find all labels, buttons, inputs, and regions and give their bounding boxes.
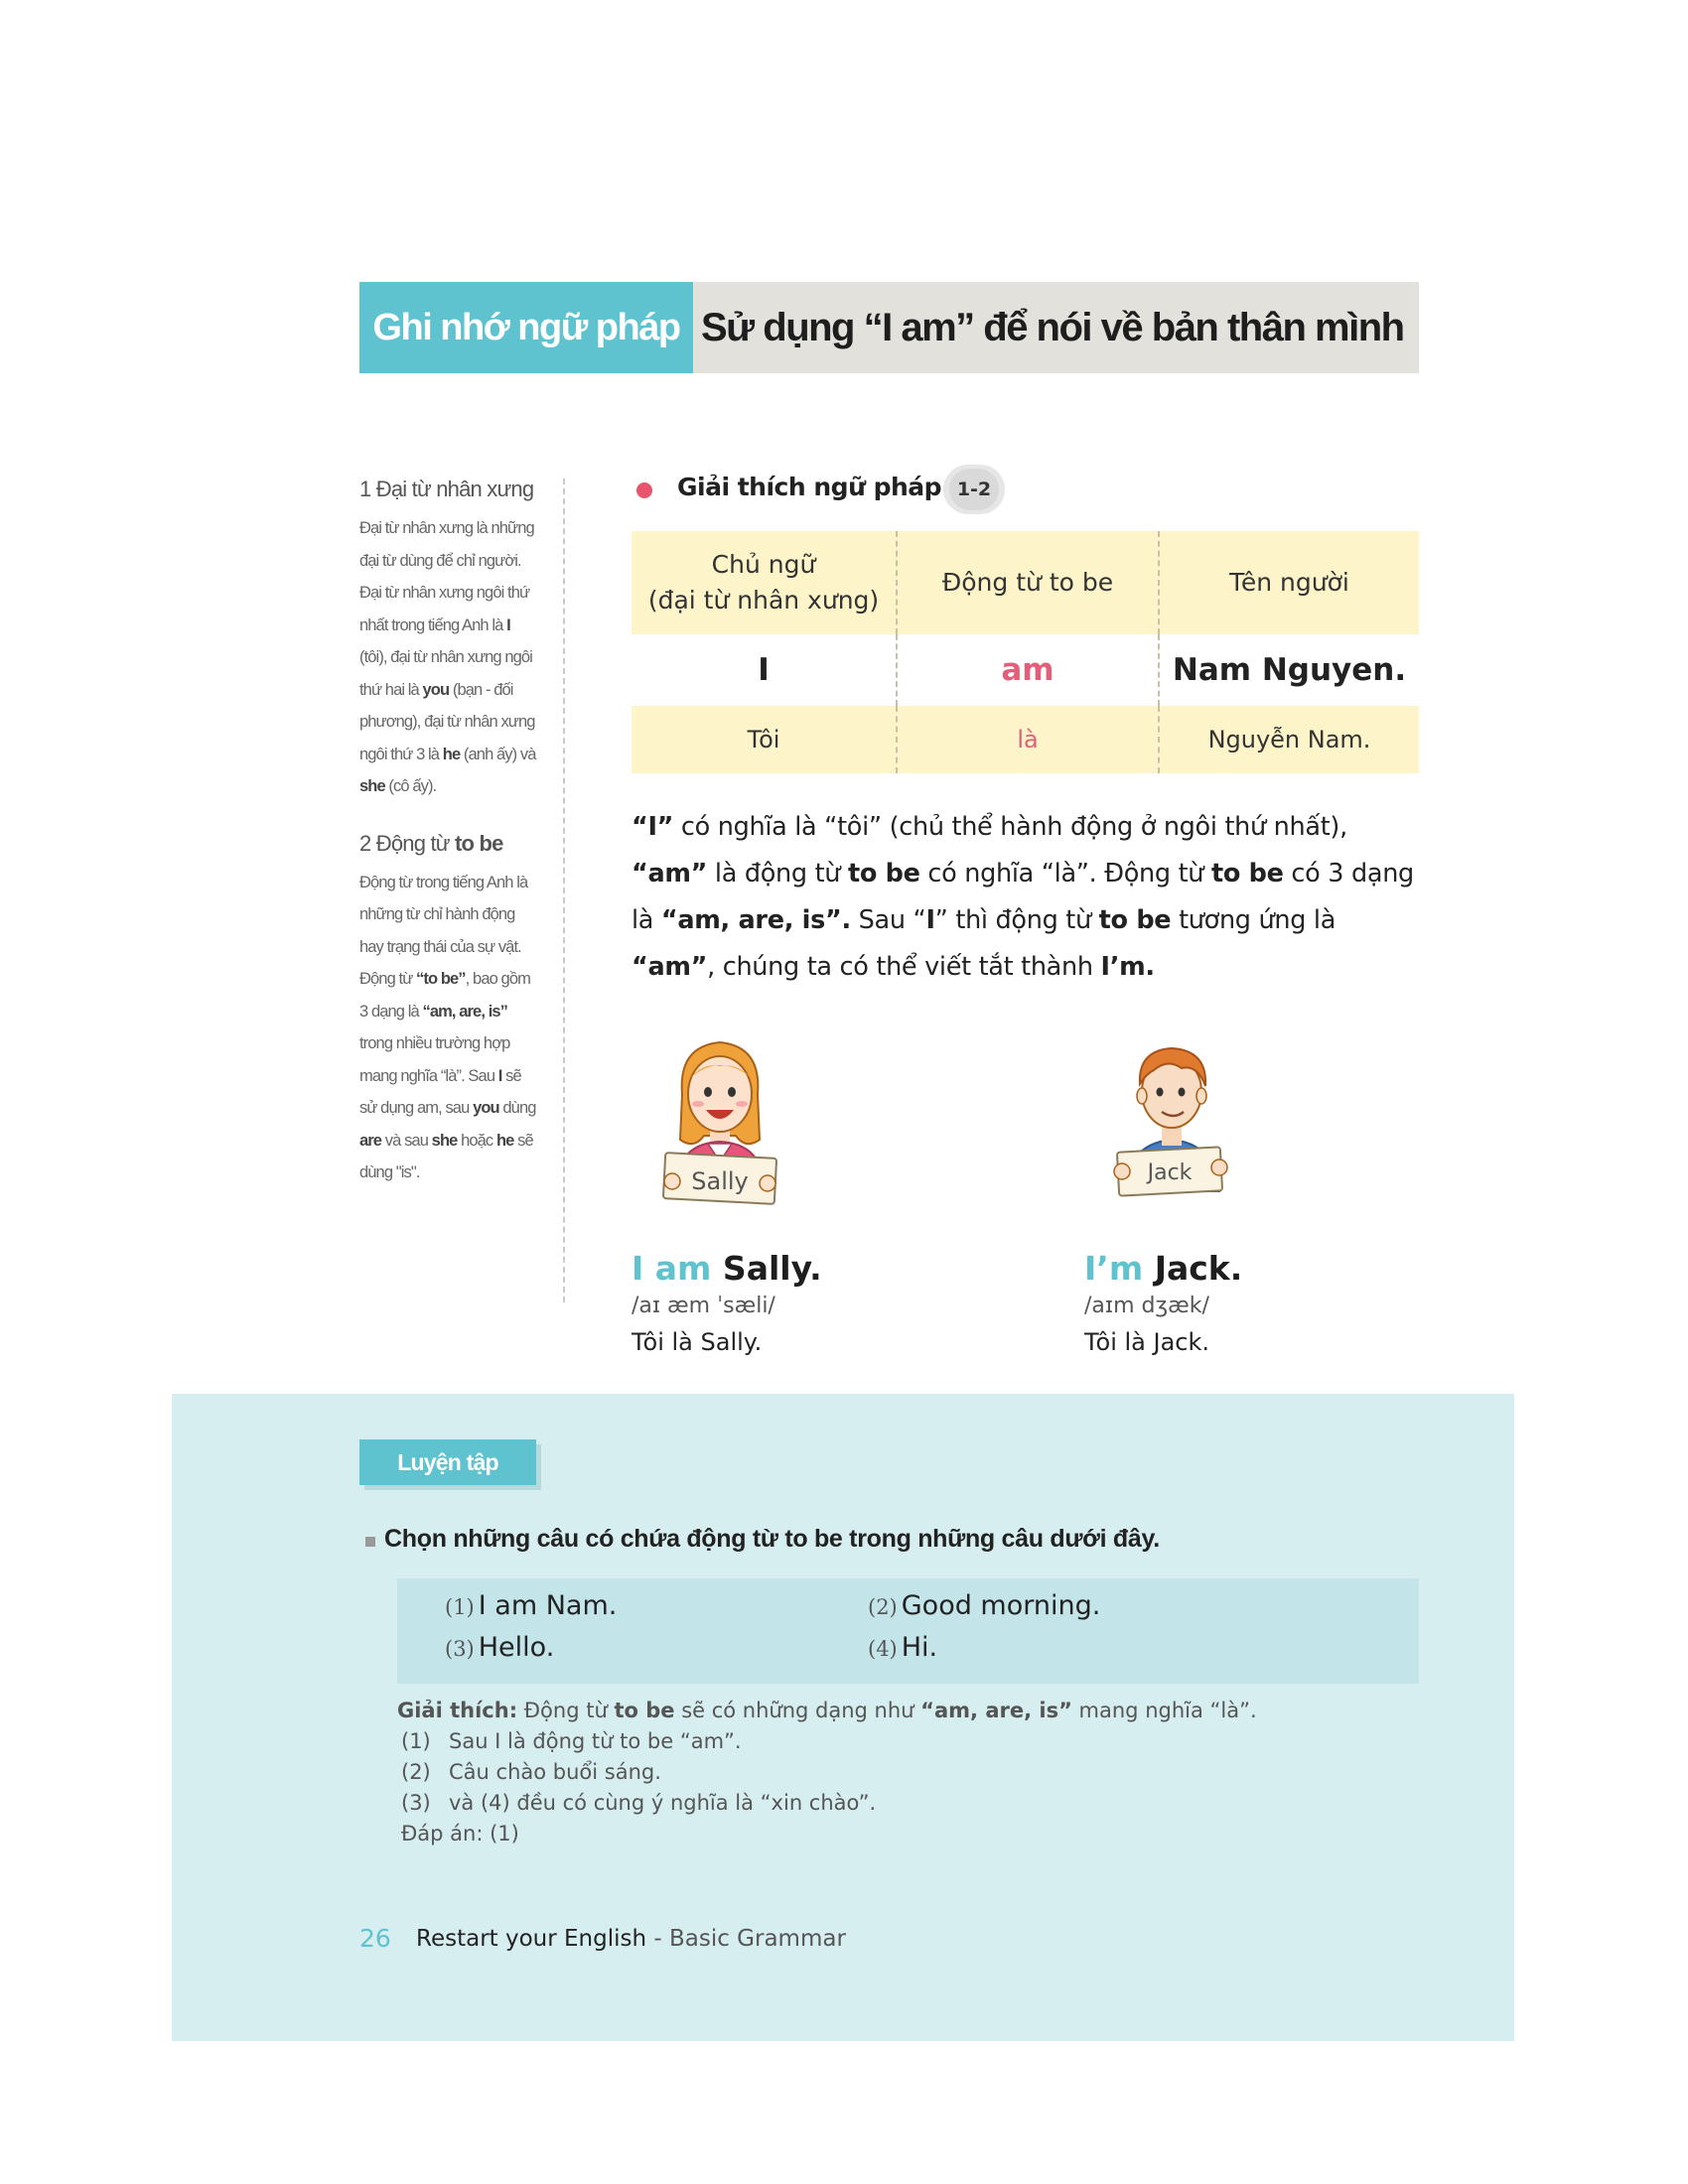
example-jack-sentence: I’m Jack. bbox=[1084, 1249, 1243, 1288]
option-4[interactable]: (4) Hi. bbox=[868, 1632, 938, 1663]
header-banner bbox=[359, 282, 1419, 373]
option-1[interactable]: (1) I am Nam. bbox=[445, 1590, 618, 1621]
table-header-subject: Chủ ngữ (đại từ nhân xưng) bbox=[632, 531, 897, 634]
sidebar-text-pronouns: Đại từ nhân xưng là những đại từ dùng để chỉ người. Đại từ nhân xưng ngôi thứ nhất trong tiếng Anh là I (tôi), đại từ nhân xưng ngôi thứ hai là you (bạn - đối phương), đại từ nhân xưng ngôi thứ 3 là he (anh ấy) và she (cô ấy). bbox=[359, 519, 536, 795]
table-header-row bbox=[632, 531, 1419, 634]
header-tag: Ghi nhớ ngữ pháp bbox=[359, 282, 693, 373]
table-cell-subject-vi: Tôi bbox=[632, 706, 897, 773]
bullet-dot-icon bbox=[636, 482, 652, 498]
sally-sign-text: Sally bbox=[691, 1167, 749, 1195]
audio-track-number[interactable]: 1-2 bbox=[949, 469, 999, 510]
table-cell-name-vi: Nguyễn Nam. bbox=[1159, 706, 1419, 773]
practice-note-2: (2) Câu chào buổi sáng. bbox=[401, 1760, 661, 1784]
option-3[interactable]: (3) Hello. bbox=[445, 1632, 555, 1663]
sidebar-text-tobe: Động từ trong tiếng Anh là những từ chỉ hành động hay trạng thái của sự vật. Động từ “to be”, bao gồm 3 dạng là “am, are, is” trong nhiều trường hợp mang nghĩa “là”. Sau I sẽ sử dụng am, sau you dùng are và sau she hoặc he sẽ dùng "is". bbox=[359, 873, 536, 1181]
table-cell-name-en: Nam Nguyen. bbox=[1159, 634, 1419, 706]
table-header-verb: Động từ to be bbox=[897, 531, 1159, 634]
table-cell-verb-en: am bbox=[897, 634, 1159, 706]
practice-answer: Đáp án: (1) bbox=[401, 1822, 519, 1845]
table-row-english bbox=[632, 634, 1419, 706]
example-sally-translation: Tôi là Sally. bbox=[632, 1328, 763, 1356]
jack-illustration-icon bbox=[1102, 1032, 1241, 1211]
grammar-table bbox=[632, 531, 1419, 773]
practice-tag: Luyện tập bbox=[359, 1439, 536, 1485]
table-header-name: Tên người bbox=[1159, 531, 1419, 634]
practice-prompt: Chọn những câu có chứa động từ to be trong những câu dưới đây. bbox=[384, 1525, 1160, 1553]
sidebar-notes bbox=[359, 477, 536, 1189]
footer-book-title: Restart your English - Basic Grammar bbox=[416, 1926, 846, 1952]
example-sally bbox=[632, 1249, 822, 1356]
practice-explanation bbox=[397, 1696, 1419, 1849]
sidebar-divider bbox=[563, 478, 565, 1302]
practice-explanation-line: Giải thích: Động từ to be sẽ có những dạng như “am, are, is” mang nghĩa “là”. bbox=[397, 1699, 1257, 1722]
practice-note-1: (1) Sau I là động từ to be “am”. bbox=[401, 1729, 742, 1753]
option-2[interactable]: (2) Good morning. bbox=[868, 1590, 1101, 1621]
page-title: Sử dụng “I am” để nói về bản thân mình bbox=[701, 306, 1404, 349]
practice-note-3: (3) và (4) đều có cùng ý nghĩa là “xin chào”. bbox=[401, 1791, 877, 1815]
sidebar-heading-tobe: 2 Động từ to be bbox=[359, 830, 503, 856]
sally-illustration-icon bbox=[650, 1032, 789, 1211]
section-heading: Giải thích ngữ pháp bbox=[677, 473, 942, 501]
example-sally-phonetic: /aɪ æm ˈsæli/ bbox=[632, 1294, 775, 1318]
prompt-bullet-icon bbox=[365, 1537, 375, 1547]
example-jack bbox=[1084, 1249, 1242, 1356]
explanation-paragraph: “I” có nghĩa là “tôi” (chủ thể hành động ở ngôi thứ nhất), “am” là động từ to be có nghĩa “là”. Động từ to be có 3 dạng là “am, are, is”. Sau “I” thì động từ to be tương ứng là “am”, chúng ta có thể viết tắt thành I’m. bbox=[632, 812, 1414, 982]
table-row-vietnamese bbox=[632, 706, 1419, 773]
jack-sign-text: Jack bbox=[1147, 1160, 1193, 1185]
table-cell-subject-en: I bbox=[632, 634, 897, 706]
table-cell-verb-vi: là bbox=[897, 706, 1159, 773]
page-number: 26 bbox=[359, 1924, 391, 1953]
example-jack-phonetic: /aɪm dʒæk/ bbox=[1084, 1294, 1209, 1318]
sidebar-heading-pronouns: 1 Đại từ nhân xưng bbox=[359, 477, 534, 501]
options-box bbox=[397, 1578, 1419, 1684]
example-jack-translation: Tôi là Jack. bbox=[1084, 1328, 1210, 1356]
example-sally-sentence: I am Sally. bbox=[632, 1249, 822, 1288]
